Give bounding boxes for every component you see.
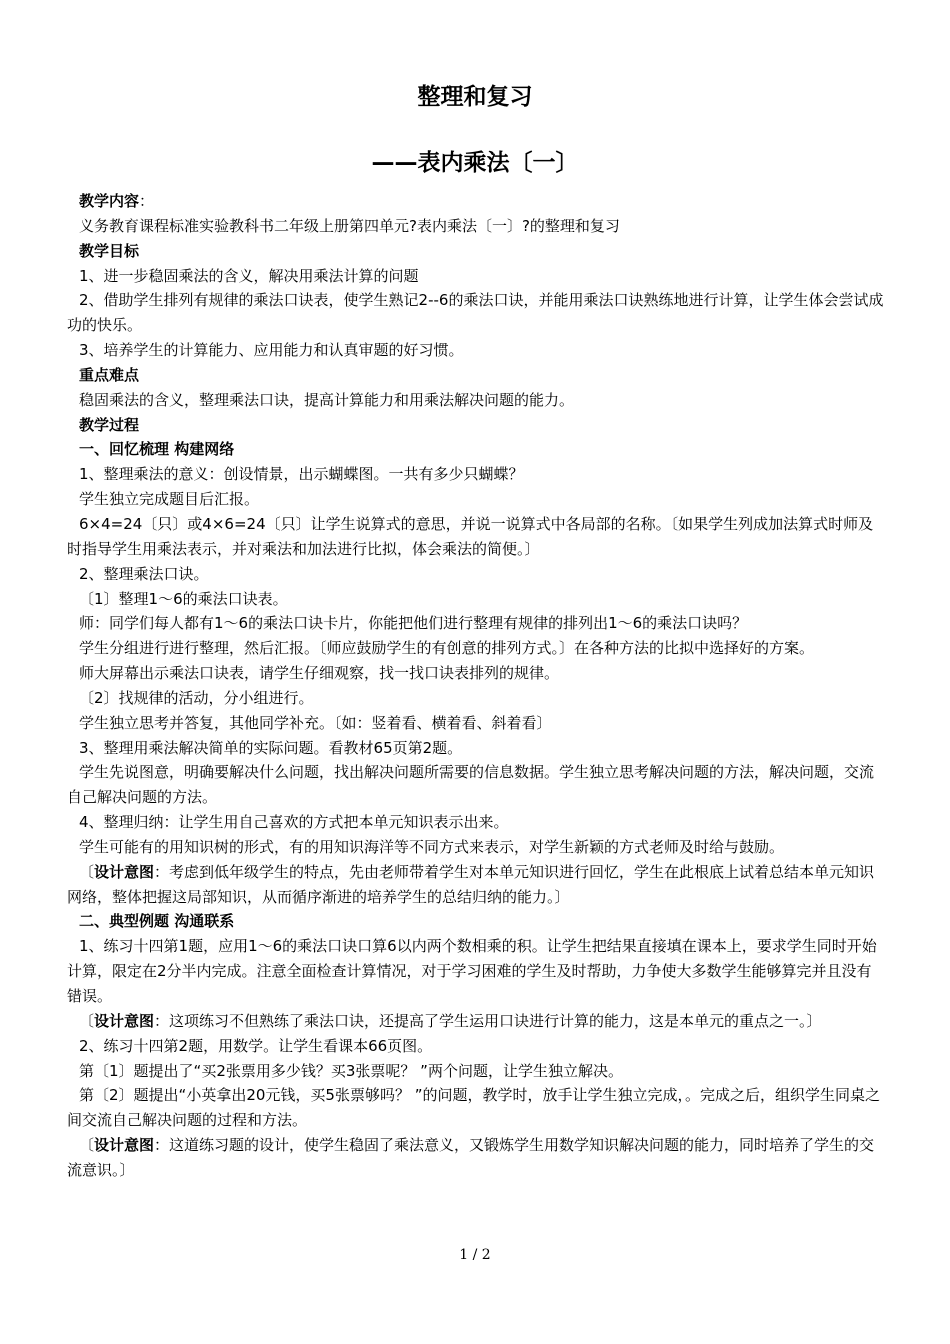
teaching-content-heading: 教学内容 [79, 192, 140, 210]
section2-paragraph: 1、练习十四第1题，应用1～6的乘法口诀口算6以内两个数相乘的积。让学生把结果直接填在课本上，要求学生同时开始计算，限定在2分半内完成。注意全面检查计算情况，对于学习困难的学生及时帮助，力争使大多数学生能够算完并且没有错误。 [67, 937, 877, 1005]
teaching-content-heading-line [67, 189, 885, 214]
page-title: 整理和复习 [417, 84, 533, 110]
section2-paragraph: 第〔2〕题提出“小英拿出20元钱，买5张票够吗？ ”的问题，教学时，放手让学生独立完成，。完成之后，组织学生同桌之间交流自己解决问题的过程和方法。 [67, 1086, 880, 1130]
goal-item: 1、进一步稳固乘法的含义，解决用乘法计算的问题 [79, 266, 419, 285]
design-intent-note [67, 1133, 885, 1183]
key-points-text: 稳固乘法的含义，整理乘法口诀，提高计算能力和用乘法解决问题的能力。 [79, 390, 575, 409]
page-subtitle: ——表内乘法〔一〕 [371, 150, 579, 176]
goal-item: 3、培养学生的计算能力、应用能力和认真审题的好习惯。 [79, 341, 464, 360]
section2-heading: 二、典型例题 沟通联系 [79, 912, 235, 931]
design-intent-text: ：考虑到低年级学生的特点，先由老师带着学生对本单元知识进行回忆，学生在此根底上试着总结本单元知识网络，整体把握这局部知识，从而循序渐进的培养学生的总结归纳的能力。〕 [67, 862, 875, 906]
section1-paragraph: 2、整理乘法口诀。 [79, 564, 209, 583]
section1-paragraph: 4、整理归纳：让学生用自己喜欢的方式把本单元知识表示出来。 [79, 813, 509, 832]
design-intent-note [67, 860, 885, 910]
design-intent-note [67, 1009, 885, 1034]
goals-heading: 教学目标 [79, 241, 140, 260]
section1-paragraph: 师：同学们每人都有1～6的乘法口诀卡片，你能把他们进行整理有规律的排列出1～6的乘法口诀吗？ [79, 614, 748, 633]
section2-paragraph: 2、练习十四第2题，用数学。让学生看课本66页图。 [79, 1036, 433, 1055]
section1-paragraph: 师大屏幕出示乘法口诀表，请学生仔细观察，找一找口诀表排列的规律。 [79, 664, 560, 683]
section1-paragraph: 3、整理用乘法解决简单的实际问题。看教材65页第2题。 [79, 738, 463, 757]
design-intent-label: 设计意图 [94, 1136, 155, 1155]
section1-paragraph: 学生可能有的用知识树的形式，有的用知识海洋等不同方式来表示，对学生新颖的方式老师及时给与鼓励。 [79, 837, 785, 856]
design-intent-label: 设计意图 [94, 862, 155, 881]
goal-item: 2、借助学生排列有规律的乘法口诀表，使学生熟记2--6的乘法口诀，并能用乘法口诀熟练地进行计算，让学生体会尝试成功的快乐。 [67, 291, 884, 335]
process-heading: 教学过程 [79, 415, 140, 434]
section1-heading: 一、回忆梳理 构建网络 [79, 440, 235, 459]
bracket-open: 〔 [79, 1011, 95, 1030]
design-intent-text: ：这项练习不但熟练了乘法口诀，还提高了学生运用口诀进行计算的能力，这是本单元的重点之一。〕 [154, 1011, 822, 1030]
section1-paragraph: 1、整理乘法的意义：创设情景，出示蝴蝶图。一共有多少只蝴蝶？ [79, 465, 524, 484]
section1-paragraph: 学生先说图意，明确要解决什么问题，找出解决问题所需要的信息数据。学生独立思考解决问题的方法，解决问题，交流自己解决问题的方法。 [67, 763, 875, 807]
section1-paragraph: 〔1〕整理1～6的乘法口诀表。 [79, 589, 288, 608]
bracket-open: 〔 [79, 862, 95, 881]
section1-paragraph: 学生独立完成题目后汇报。 [79, 490, 260, 509]
section2-paragraph: 第〔1〕题提出了“买2张票用多少钱？买3张票呢？ ”两个问题，让学生独立解决。 [79, 1061, 623, 1080]
design-intent-text: ：这道练习题的设计，使学生稳固了乘法意义，又锻炼学生用数学知识解决问题的能力，同时培养了学生的交流意识。〕 [67, 1136, 875, 1179]
bracket-open: 〔 [79, 1136, 95, 1155]
design-intent-label: 设计意图 [94, 1011, 155, 1030]
page-number: 1 / 2 [459, 1247, 491, 1263]
key-points-heading: 重点难点 [79, 365, 140, 384]
section1-paragraph: 学生分组进行进行整理，然后汇报。〔师应鼓励学生的有创意的排列方式。〕在各种方法的比拟中选择好的方案。 [79, 639, 815, 658]
section1-paragraph: 〔2〕找规律的活动，分小组进行。 [79, 688, 314, 707]
heading-colon: ： [139, 192, 155, 210]
section1-paragraph: 学生独立思考并答复，其他同学补充。〔如：竖着看、横着看、斜着看〕 [79, 713, 552, 732]
teaching-content-text: 义务教育课程标准实验教科书二年级上册第四单元?表内乘法〔一〕?的整理和复习 [79, 216, 620, 235]
section1-paragraph: 6×4=24〔只〕或4×6=24〔只〕让学生说算式的意思，并说一说算式中各局部的名称。〔如果学生列成加法算式时师及时指导学生用乘法表示，并对乘法和加法进行比拟，体会乘法的简便。〕 [67, 514, 874, 558]
document-body [67, 189, 885, 1183]
